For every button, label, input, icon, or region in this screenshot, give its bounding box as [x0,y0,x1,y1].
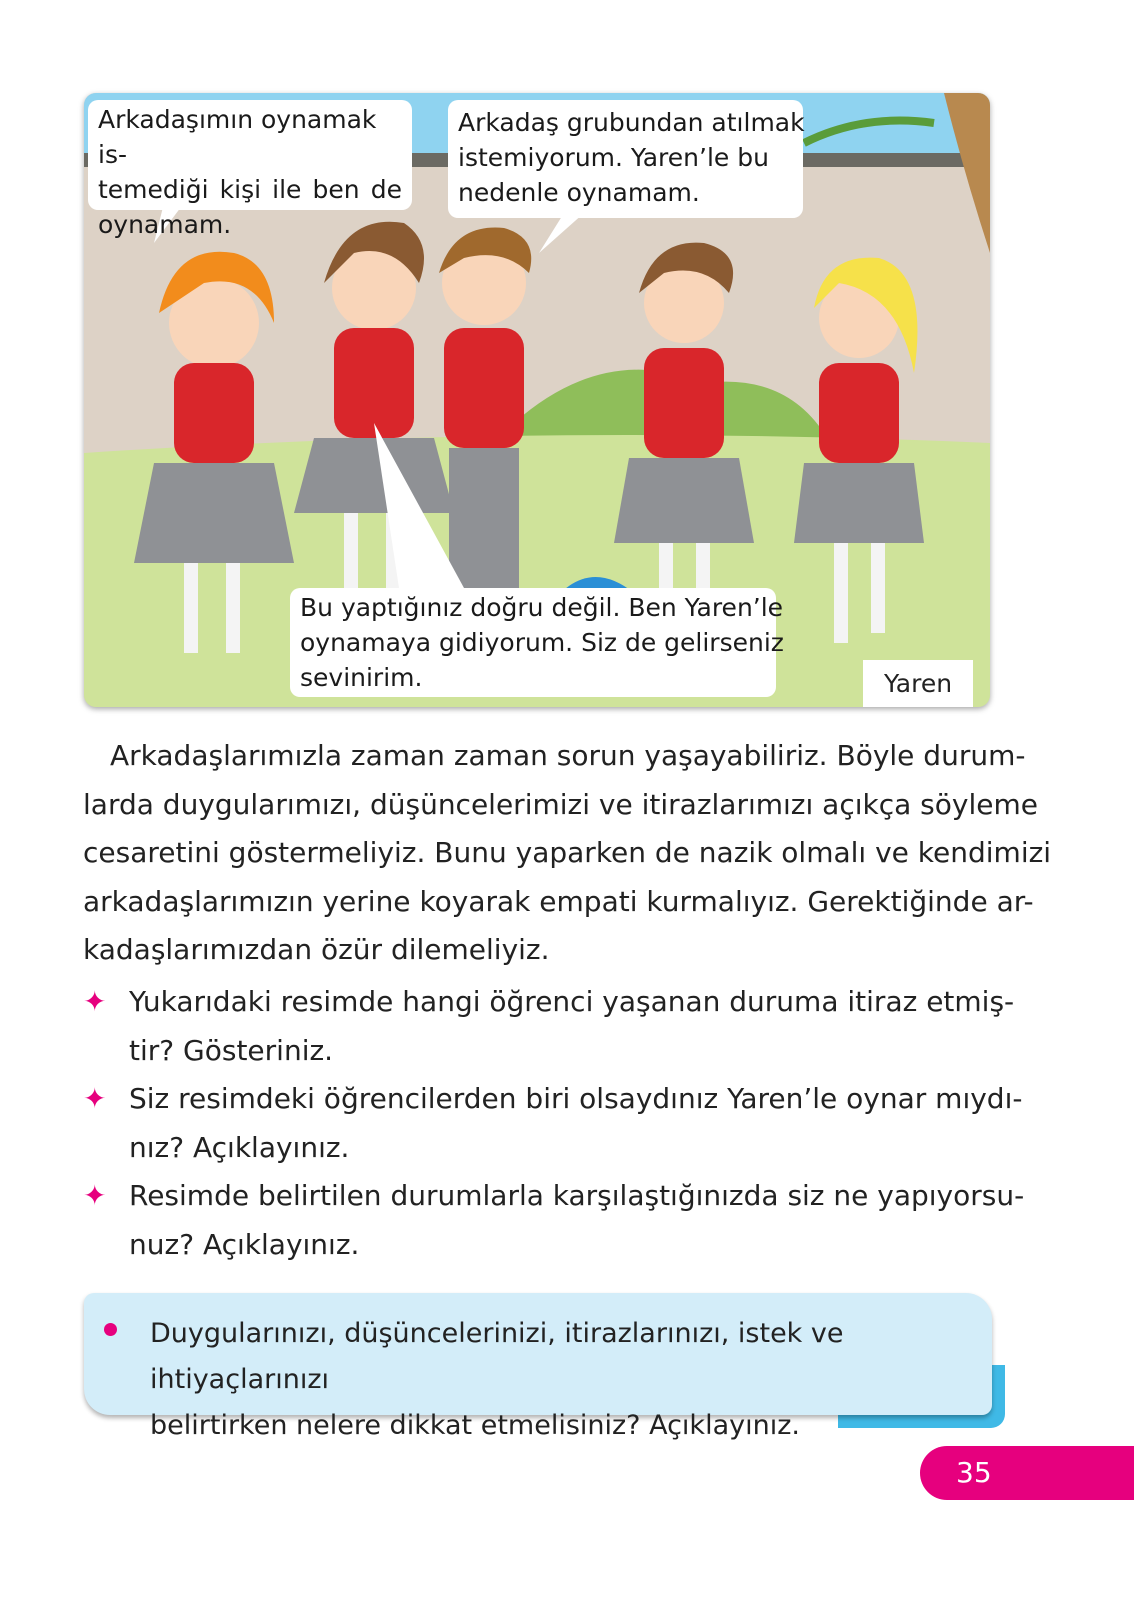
question-line: Siz resimdeki öğrencilerden biri olsaydınız Yaren’le oynar mıydı- [129,1082,1023,1115]
speech-bubble-2 [448,100,803,218]
speech-bubble-1 [88,100,412,239]
bubble-line: sevinirim. [300,663,423,692]
note-line: Duygularınızı, düşüncelerinizi, itirazlarınızı, istek ve ihtiyaçlarınızı [150,1318,844,1395]
star-bullet-icon: ✦ [83,985,107,1018]
bubble-line: Arkadaş grubundan atılmak [458,108,805,137]
name-label: Yaren [863,660,973,707]
question-3 [83,1172,1025,1269]
bubble-line: oynamaya gidiyorum. Siz de gelirseniz [300,628,784,657]
question-line: nuz? Açıklayınız. [129,1227,360,1261]
question-line: tir? Gösteriniz. [129,1033,334,1067]
paragraph-line: arkadaşlarımızın yerine koyarak empati kurmalıyız. Gerektiğinde ar- [83,884,1034,918]
paragraph-line: cesaretini göstermeliyiz. Bunu yaparken de nazik olmalı ve kendimizi [83,836,1052,869]
question-line: Resimde belirtilen durumlarla karşılaştığınızda siz ne yapıyorsu- [129,1179,1025,1212]
paragraph-line: larda duygularımızı, düşüncelerimizi ve itirazlarımızı açıkça söyleme [83,787,1038,821]
bubble-line: oynamam. [98,210,232,239]
star-bullet-icon: ✦ [83,1082,107,1115]
question-line: Yukarıdaki resimde hangi öğrenci yaşanan duruma itiraz etmiş- [129,985,1015,1018]
question-line: nız? Açıklayınız. [129,1130,350,1164]
bubble-line: istemiyorum. Yaren’le bu [458,143,769,172]
page-number: 35 [920,1446,1134,1500]
bubble-line: nedenle oynamam. [458,178,700,207]
bubble-line: Arkadaşımın oynamak is- [98,105,377,169]
note-box [84,1293,992,1441]
question-2 [83,1075,1023,1172]
illustration [84,93,990,707]
paragraph-line: kadaşlarımızdan özür dilemeliyiz. [83,933,550,966]
star-bullet-icon: ✦ [83,1179,107,1212]
paragraph-line: Arkadaşlarımızla zaman zaman sorun yaşayabiliriz. Böyle durum- [110,739,1026,772]
note-line: belirtirken nelere dikkat etmelisiniz? Açıklayınız. [150,1410,800,1441]
body-paragraph [83,732,1052,975]
bubble-line: temediği kişi ile ben de [98,175,402,204]
question-1 [83,978,1015,1075]
speech-bubble-3 [290,588,784,697]
dot-bullet-icon [104,1323,117,1336]
bubble-line: Bu yaptığınız doğru değil. Ben Yaren’le [300,593,784,622]
